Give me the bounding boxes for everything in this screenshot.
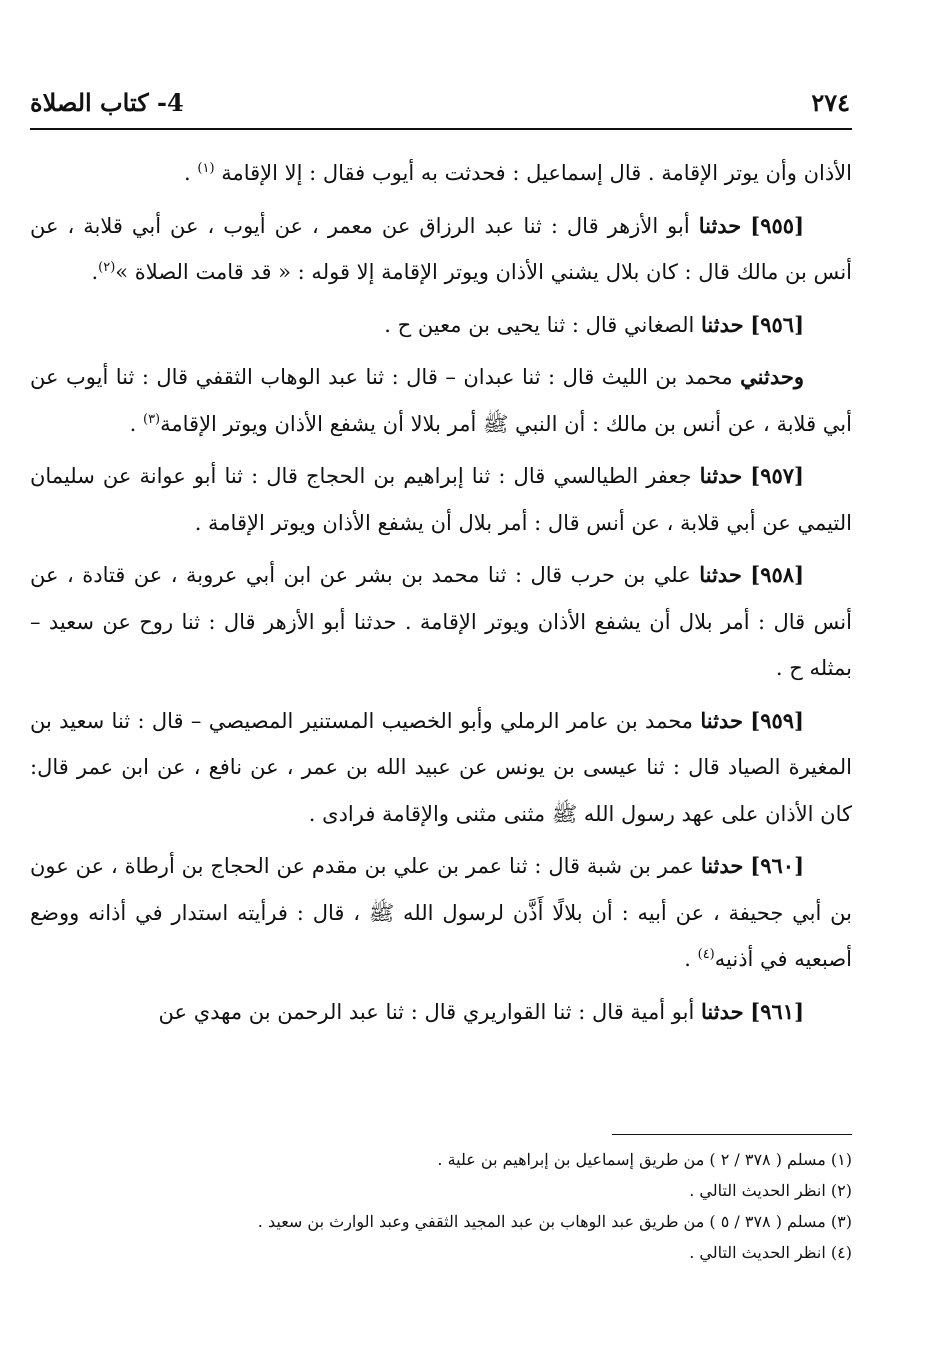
hadith-lead: حدثنا <box>699 562 742 587</box>
footnote-ref: (٤) <box>697 947 715 962</box>
hadith-958 <box>30 552 852 692</box>
hadith-text: أبو الأزهر قال : ثنا عبد الرزاق عن معمر ، عن أيوب ، عن أبي قلابة ، عن أنس بن مالك قال : كان بلال يشني الأذان ويوتر الإقامة إلا قوله : « قد قامت الصلاة » <box>30 213 852 284</box>
hadith-lead: حدثنا <box>698 212 742 238</box>
hadith-lead: وحدثني <box>740 364 804 389</box>
hadith-number: [٩٦١] <box>750 998 804 1024</box>
hadith-956-chain <box>30 354 852 447</box>
hadith-text: علي بن حرب قال : ثنا محمد بن بشر عن ابن أبي عروبة ، عن قتادة ، عن أنس قال : أمر بلال أن يشفع الأذان ويوتر الإقامة . حدثنا أبو الأزهر قال : ثنا روح عن سعيد – بمثله ح . <box>30 563 852 680</box>
footnote-ref: (٣) <box>142 411 161 427</box>
hadith-text: عمر بن شبة قال : ثنا عمر بن علي بن مقدم عن الحجاج بن أرطاة ، عن عون بن أبي جحيفة ، عن أبيه : أن بلالًا أَذَّن لرسول الله ﷺ ، قال : فرأيته استدار في أذانه ووضع أصبعيه في أذنيه <box>30 854 852 971</box>
hadith-955 <box>30 203 852 296</box>
hadith-lead: حدثنا <box>700 707 743 733</box>
hadith-number: [٩٥٧] <box>750 463 804 488</box>
chapter-title: 4- كتاب الصلاة <box>30 87 184 117</box>
hadith-960 <box>30 843 852 983</box>
header-divider <box>30 128 852 130</box>
hadith-lead: حدثنا <box>701 311 744 337</box>
hadith-lead: حدثنا <box>699 463 743 488</box>
hadith-text: أبو أمية قال : ثنا القواريري قال : ثنا عبد الرحمن بن مهدي عن <box>158 999 695 1024</box>
hadith-959 <box>30 698 852 838</box>
paragraph-tail: . <box>91 260 99 284</box>
footnote-2: (٢) انظر الحديث التالي . <box>689 1181 852 1200</box>
hadith-text: محمد بن عامر الرملي وأبو الخصيب المستنير المصيصي – قال : ثنا سعيد بن المغيرة الصياد قال : ثنا عيسى بن يونس عن عبيد الله بن عمر ، عن نافع ، عن ابن عمر قال: كان الأذان على عهد رسول الله ﷺ مثنى مثنى والإقامة فرادى . <box>30 708 853 826</box>
paragraph-tail: . <box>129 411 143 436</box>
footnote-ref: (٢) <box>98 260 116 275</box>
hadith-number: [٩٥٨] <box>750 562 804 587</box>
hadith-text: الصغاني قال : ثنا يحيى بن معين ح . <box>384 312 695 337</box>
footnote-3: (٣) مسلم ( ٣٧٨ / ٥ ) من طريق عبد الوهاب بن عبد المجيد الثقفي وعبد الوارث بن سعيد . <box>257 1212 852 1231</box>
hadith-text: محمد بن الليث قال : ثنا عبدان – قال : ثنا عبد الوهاب الثقفي قال : ثنا أيوب عن أبي قلابة ، عن أنس بن مالك : أن النبي ﷺ أمر بلالا أن يشفع الأذان ويوتر الإقامة <box>30 365 852 436</box>
hadith-number: [٩٥٥] <box>750 212 804 238</box>
footnote-4: (٤) انظر الحديث التالي . <box>689 1243 852 1262</box>
hadith-lead: حدثنا <box>700 853 744 878</box>
page-number: ٢٧٤ <box>811 87 850 117</box>
paragraph-text: الأذان وأن يوتر الإقامة . قال إسماعيل : فحدثت به أيوب فقال : إلا الإقامة <box>221 161 852 185</box>
main-text <box>30 150 852 1041</box>
footnotes <box>30 1144 852 1268</box>
footnote-1: (١) مسلم ( ٣٧٨ / ٢ ) من طريق إسماعيل بن إبراهيم بن علية . <box>437 1150 852 1169</box>
paragraph-tail: . <box>684 947 698 971</box>
paragraph-tail: . <box>184 161 198 185</box>
footnote-ref: (١) <box>197 161 215 176</box>
hadith-957 <box>30 453 852 546</box>
hadith-number: [٩٥٦] <box>750 311 804 337</box>
hadith-961 <box>30 989 852 1036</box>
hadith-lead: حدثنا <box>701 998 744 1024</box>
hadith-text: جعفر الطيالسي قال : ثنا إبراهيم بن الحجاج قال : ثنا أبو عوانة عن سليمان التيمي عن أبي قلابة ، عن أنس قال : أمر بلال أن يشفع الأذان ويوتر الإقامة . <box>30 464 852 535</box>
page-header <box>30 82 850 122</box>
hadith-number: [٩٥٩] <box>750 707 804 733</box>
footnote-divider <box>612 1134 852 1135</box>
paragraph-continuation <box>30 150 852 197</box>
hadith-number: [٩٦٠] <box>750 853 804 878</box>
hadith-956 <box>30 302 852 349</box>
